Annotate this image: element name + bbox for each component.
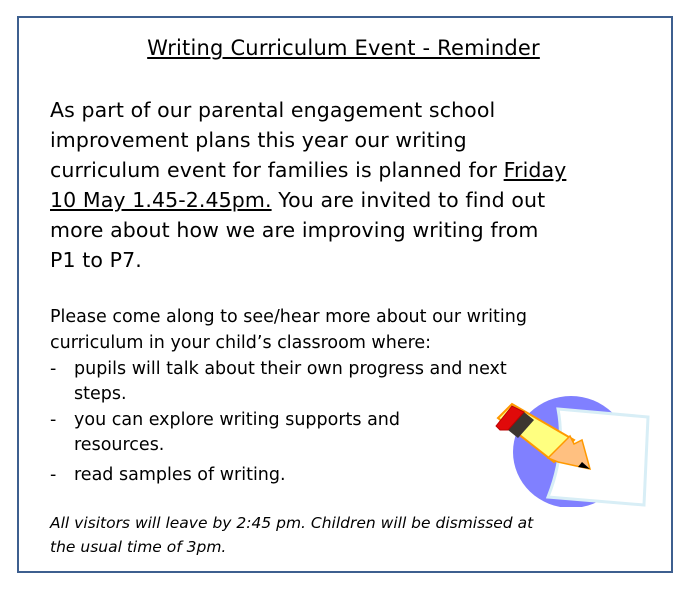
bullet-continuation: steps. (74, 384, 127, 404)
details-line: curriculum in your child’s classroom where: (50, 333, 432, 353)
event-date-time: 10 May 1.45-2.45pm. (50, 188, 272, 212)
intro-line: P1 to P7. (50, 248, 142, 272)
intro-line: more about how we are improving writing from (50, 218, 539, 242)
pencil-and-paper-icon (486, 392, 656, 507)
bullet-continuation: resources. (74, 435, 165, 455)
intro-text: curriculum event for families is planned for (50, 158, 504, 182)
intro-line: As part of our parental engagement school (50, 98, 496, 122)
intro-line (50, 188, 545, 212)
bullet-text: you can explore writing supports and (74, 410, 400, 430)
bullet-item (50, 410, 400, 430)
intro-text: You are invited to find out (271, 188, 546, 212)
bullet-dash: - (50, 410, 57, 430)
event-day: Friday (503, 158, 567, 182)
details-line: Please come along to see/hear more about our writing (50, 307, 527, 327)
intro-line: improvement plans this year our writing (50, 128, 467, 152)
intro-line (50, 158, 566, 182)
footer-line: All visitors will leave by 2:45 pm. Children will be dismissed at (50, 514, 534, 532)
bullet-item (50, 359, 507, 379)
bullet-dash: - (50, 465, 57, 485)
page-title: Writing Curriculum Event - Reminder (147, 36, 540, 60)
bullet-dash: - (50, 359, 57, 379)
bullet-item (50, 465, 286, 485)
bullet-text: read samples of writing. (74, 465, 286, 485)
footer-line: the usual time of 3pm. (50, 538, 227, 556)
bullet-text: pupils will talk about their own progress and next (74, 359, 507, 379)
